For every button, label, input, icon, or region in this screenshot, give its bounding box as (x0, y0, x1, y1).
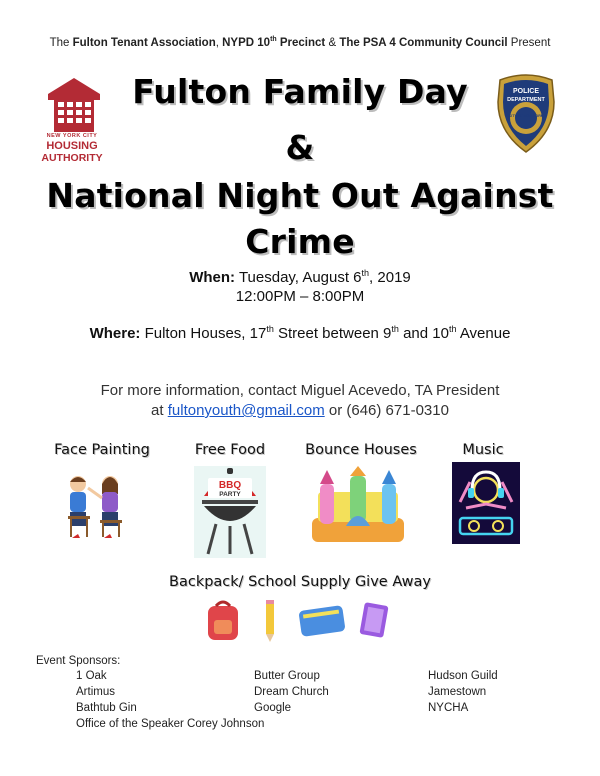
police-logo-top: POLICE (512, 88, 540, 95)
dj-music-icon (452, 462, 520, 544)
sponsor-item: Bathtub Gin (76, 702, 137, 714)
email-link[interactable]: fultonyouth@gmail.com (167, 402, 325, 419)
org-nypd-sup: th (270, 36, 277, 43)
where-mid2: and 10 (398, 325, 449, 342)
sponsor-item: 1 Oak (76, 670, 107, 682)
info-line1: For more information, contact Miguel Acevedo, TA President (100, 382, 500, 399)
activity-label-bounce-houses: Bounce Houses (305, 442, 417, 458)
where-label: Where: (89, 325, 141, 342)
present-word: Present (507, 36, 551, 49)
when-label: When: (189, 269, 236, 286)
bounce-house-icon (306, 466, 410, 546)
title-line4: Crime (245, 222, 355, 261)
nycha-building-icon (44, 72, 104, 132)
activity-label-face-painting: Face Painting (54, 442, 150, 458)
bbq-badge-line2: PARTY (219, 491, 241, 498)
when-date-sup: th (361, 268, 370, 278)
org-nypd-pre: NYPD 10 (222, 36, 271, 49)
sponsor-item-speaker: Office of the Speaker Corey Johnson (76, 718, 265, 730)
sponsor-item: Artimus (76, 686, 115, 698)
when-date-post: , 2019 (369, 269, 411, 286)
info-line2 (0, 402, 600, 419)
presenters-line (0, 36, 600, 49)
sponsor-item: NYCHA (428, 702, 469, 714)
where-sup3: th (448, 324, 457, 334)
org-nypd (222, 37, 325, 49)
where-line (0, 324, 600, 342)
nycha-logo-line1: NEW YORK CITY (46, 133, 98, 139)
face-painting-icon (60, 472, 130, 540)
sponsor-item: Butter Group (254, 670, 320, 682)
school-supplies-icon (204, 598, 394, 644)
police-shield-icon (494, 72, 558, 154)
police-logo-mid: DEPARTMENT (507, 97, 545, 103)
police-logo-ring: CITY OF NEW YORK (508, 114, 544, 118)
activity-label-free-food: Free Food (194, 442, 266, 458)
bbq-badge-line1: BBQ (218, 480, 242, 491)
org-nypd-post: Precinct (276, 36, 326, 49)
where-post: Avenue (456, 325, 511, 342)
when-date-pre: Tuesday, August 6 (235, 269, 362, 286)
info-at: at (151, 402, 168, 419)
info-phone: or (646) 671-0310 (324, 402, 449, 419)
ampersand: & (325, 36, 340, 49)
title-line2: & (285, 128, 315, 167)
when-line (0, 268, 600, 286)
org-fulton-ta: Fulton Tenant Association (72, 36, 216, 49)
sponsor-item: Google (254, 702, 292, 714)
where-sup2: th (391, 324, 399, 334)
nycha-logo-line3: AUTHORITY (41, 152, 103, 164)
when-time: 12:00PM – 8:00PM (235, 288, 365, 305)
org-psa4: The PSA 4 Community Council (339, 36, 508, 49)
giveaway-heading: Backpack/ School Supply Give Away (169, 574, 431, 590)
title-line3: National Night Out Against (46, 176, 554, 215)
sponsor-item: Jamestown (428, 686, 487, 698)
the-prefix: The (49, 36, 73, 49)
title-line1: Fulton Family Day (132, 72, 468, 111)
sponsors-heading: Event Sponsors: (36, 655, 121, 667)
where-pre: Fulton Houses, 17 (140, 325, 267, 342)
where-mid: Street between 9 (273, 325, 392, 342)
activity-label-music: Music (462, 442, 504, 458)
sponsor-item: Hudson Guild (428, 670, 498, 682)
separator: , (215, 36, 223, 49)
where-sup1: th (266, 324, 274, 334)
sponsor-item: Dream Church (254, 686, 329, 698)
nycha-logo-line2: HOUSING (46, 140, 98, 152)
